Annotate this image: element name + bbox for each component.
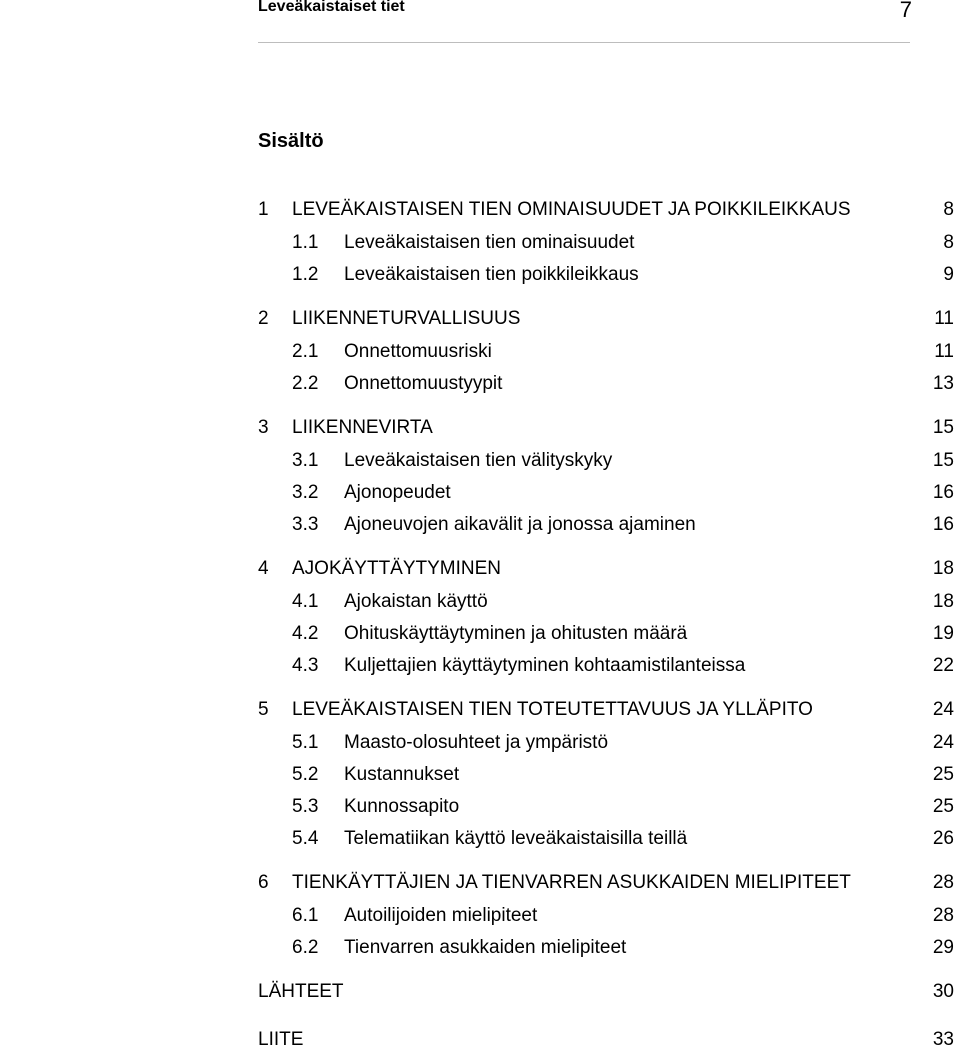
toc-entry[interactable] <box>258 763 954 787</box>
toc-entry-number: 4.1 <box>292 591 319 612</box>
toc-entry-page: 30 <box>932 981 954 1002</box>
toc-entry[interactable] <box>258 731 954 755</box>
toc-entry-page: 33 <box>932 1029 954 1050</box>
toc-entry-page: 18 <box>932 558 954 579</box>
toc-entry[interactable] <box>258 936 954 960</box>
toc-entry-label: Kustannukset <box>344 764 460 785</box>
toc-entry-label: Leveäkaistaisen tien välityskyky <box>344 450 613 471</box>
toc-entry-label: Ohituskäyttäytyminen ja ohitusten määrä <box>344 623 688 644</box>
toc-entry-number: 5.2 <box>292 764 319 785</box>
toc-entry[interactable] <box>258 372 954 396</box>
toc-entry-page: 13 <box>932 373 954 394</box>
toc-entry[interactable] <box>258 795 954 819</box>
toc-entry-number: 3 <box>258 417 269 438</box>
toc-entry-number: 3.1 <box>292 450 319 471</box>
toc-entry[interactable] <box>258 590 954 614</box>
toc-entry-number: 5.3 <box>292 796 319 817</box>
toc-entry-page: 15 <box>932 450 954 471</box>
toc-entry[interactable] <box>258 231 954 255</box>
toc-entry-page: 25 <box>932 764 954 785</box>
toc-entry-label: Kunnossapito <box>344 796 460 817</box>
toc-entry-number: 4.2 <box>292 623 319 644</box>
toc-entry-page: 18 <box>932 591 954 612</box>
toc-entry[interactable] <box>258 263 954 287</box>
toc-entry-page: 28 <box>932 905 954 926</box>
toc-entry-label: Maasto-olosuhteet ja ympäristö <box>344 732 609 753</box>
toc-entry-label: Telematiikan käyttö leveäkaistaisilla teillä <box>344 828 688 849</box>
toc-entry-page: 15 <box>932 417 954 438</box>
toc-entry-number: 3.3 <box>292 514 319 535</box>
toc-entry-number: 5.4 <box>292 828 319 849</box>
toc-entry-page: 24 <box>932 699 954 720</box>
toc-entry[interactable] <box>258 622 954 646</box>
toc-entry-number: 6.2 <box>292 937 319 958</box>
toc-entry[interactable] <box>258 1028 954 1052</box>
toc-entry-number: 4 <box>258 558 269 579</box>
toc-entry-number: 6.1 <box>292 905 319 926</box>
toc-entry-label: Autoilijoiden mielipiteet <box>344 905 538 926</box>
toc-entry-label: Tienvarren asukkaiden mielipiteet <box>344 937 627 958</box>
toc-entry-label: LIIKENNEVIRTA <box>292 417 433 438</box>
toc-entry-number: 2.1 <box>292 341 319 362</box>
toc-entry-page: 28 <box>932 872 954 893</box>
toc-entry-label: AJOKÄYTTÄYTYMINEN <box>292 558 502 579</box>
toc-entry-page: 8 <box>943 199 954 220</box>
toc-entry[interactable] <box>258 307 954 331</box>
toc-entry[interactable] <box>258 904 954 928</box>
toc-entry[interactable] <box>258 481 954 505</box>
toc-entry[interactable] <box>258 557 954 581</box>
toc-entry-label: LÄHTEET <box>258 981 344 1002</box>
toc-entry-number: 6 <box>258 872 269 893</box>
toc-entry-number: 1.1 <box>292 232 319 253</box>
toc-heading: Sisältö <box>258 130 324 152</box>
toc-entry[interactable] <box>258 449 954 473</box>
toc-entry-number: 5.1 <box>292 732 319 753</box>
toc-entry[interactable] <box>258 980 954 1004</box>
toc-entry-page: 9 <box>943 264 954 285</box>
toc-entry-number: 2.2 <box>292 373 319 394</box>
toc-entry-label: Ajoneuvojen aikavälit ja jonossa ajaminen <box>344 514 696 535</box>
toc-entry-number: 4.3 <box>292 655 319 676</box>
toc-entry-number: 1 <box>258 199 269 220</box>
toc-entry-label: Onnettomuusriski <box>344 341 492 362</box>
toc-entry-page: 22 <box>932 655 954 676</box>
toc-entry-number: 3.2 <box>292 482 319 503</box>
toc-entry-label: Onnettomuustyypit <box>344 373 503 394</box>
page-number: 7 <box>899 0 912 22</box>
toc-entry[interactable] <box>258 827 954 851</box>
toc-entry-page: 25 <box>932 796 954 817</box>
toc-entry[interactable] <box>258 513 954 537</box>
toc-entry-label: Kuljettajien käyttäytyminen kohtaamistilanteissa <box>344 655 746 676</box>
toc-entry-label: Leveäkaistaisen tien ominaisuudet <box>344 232 635 253</box>
toc-entry-page: 11 <box>934 341 954 362</box>
toc-entry-page: 24 <box>932 732 954 753</box>
toc-entry-label: LEVEÄKAISTAISEN TIEN OMINAISUUDET JA POIKKILEIKKAUS <box>292 199 851 220</box>
toc-entry-page: 8 <box>943 232 954 253</box>
toc-entry-label: LIIKENNETURVALLISUUS <box>292 308 521 329</box>
page-header <box>258 0 910 43</box>
toc-entry-page: 29 <box>932 937 954 958</box>
toc-entry-label: TIENKÄYTTÄJIEN JA TIENVARREN ASUKKAIDEN MIELIPITEET <box>292 872 851 893</box>
toc-entry-number: 5 <box>258 699 269 720</box>
toc-entry-label: Leveäkaistaisen tien poikkileikkaus <box>344 264 639 285</box>
toc-entry[interactable] <box>258 198 954 222</box>
toc-entry-label: LEVEÄKAISTAISEN TIEN TOTEUTETTAVUUS JA YLLÄPITO <box>292 699 813 720</box>
toc-entry[interactable] <box>258 416 954 440</box>
toc-entry[interactable] <box>258 654 954 678</box>
toc-entry-page: 16 <box>932 514 954 535</box>
toc-entry-page: 16 <box>932 482 954 503</box>
toc-entry[interactable] <box>258 871 954 895</box>
toc-entry-label: LIITE <box>258 1029 304 1050</box>
toc-entry[interactable] <box>258 340 954 364</box>
toc-entry[interactable] <box>258 698 954 722</box>
toc-entry-page: 11 <box>934 308 954 329</box>
running-title: Leveäkaistaiset tiet <box>258 0 405 15</box>
toc-entry-number: 1.2 <box>292 264 319 285</box>
toc-entry-label: Ajokaistan käyttö <box>344 591 488 612</box>
toc-entry-number: 2 <box>258 308 269 329</box>
toc-entry-page: 26 <box>932 828 954 849</box>
toc-entry-label: Ajonopeudet <box>344 482 451 503</box>
toc-entry-page: 19 <box>932 623 954 644</box>
